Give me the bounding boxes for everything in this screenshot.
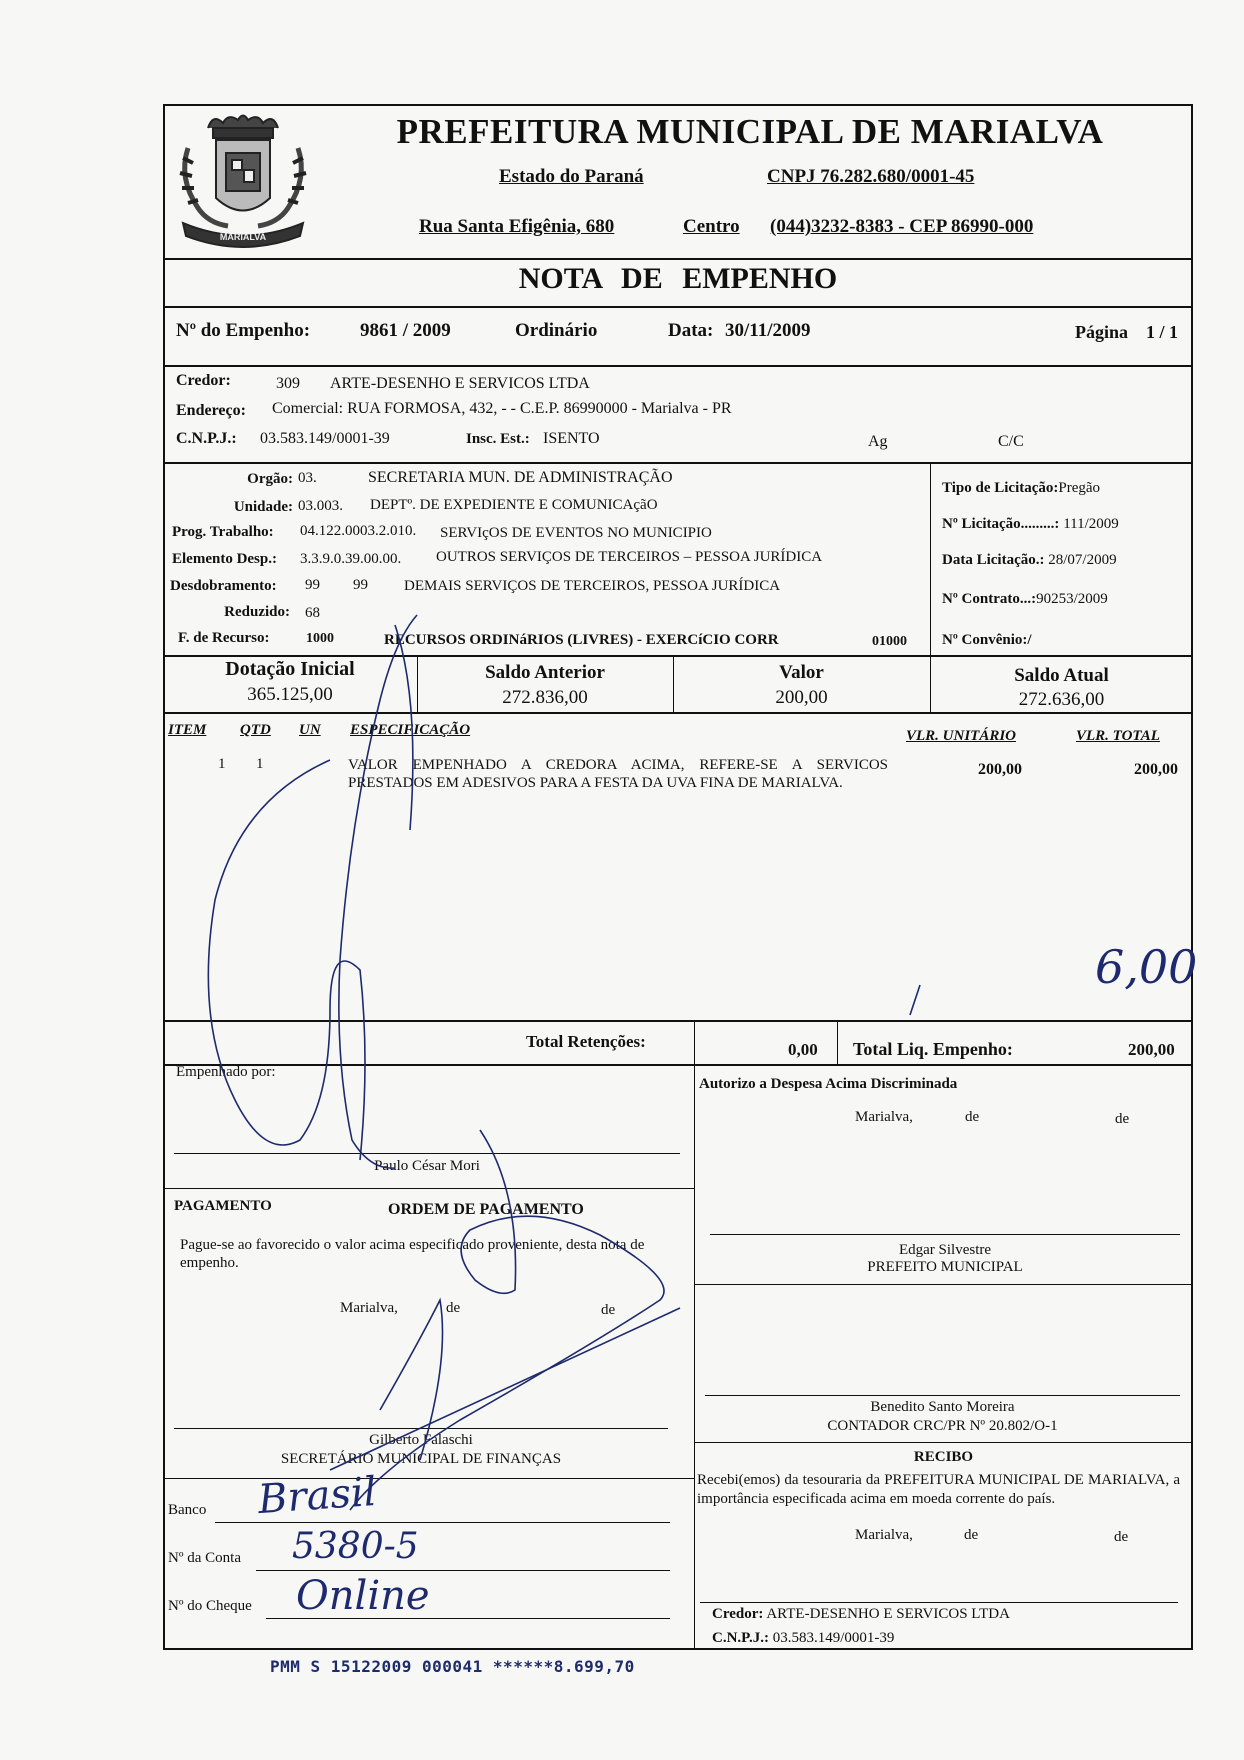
saldo-anterior-value: 272.836,00 — [502, 687, 588, 708]
phone-cep-header: (044)3232-8383 - CEP 86990-000 — [770, 216, 1034, 237]
prefeito-name: Edgar Silvestre — [898, 1242, 992, 1258]
recurso-code: 1000 — [306, 631, 334, 646]
licitacao-number-label: Nº Licitação.........: — [942, 516, 1060, 532]
licitacao-date-label: Data Licitação.: — [942, 552, 1045, 568]
elemento-code: 3.3.9.0.39.00.00. — [300, 551, 402, 567]
unidade-name: DEPTº. DE EXPEDIENTE E COMUNICAçãO — [370, 497, 658, 513]
col-header-qtd: QTD — [240, 722, 271, 738]
insc-label: Insc. Est.: — [466, 431, 530, 447]
empenho-label: Nº do Empenho: — [176, 320, 311, 341]
empenho-date: 30/11/2009 — [725, 320, 811, 341]
prog-code: 04.122.0003.2.010. — [300, 523, 417, 539]
recurso-label: F. de Recurso: — [178, 630, 270, 646]
autorizo-de1: de — [965, 1109, 980, 1125]
page-number: 1 / 1 — [1146, 322, 1179, 342]
col-header-unit: VLR. UNITÁRIO — [906, 728, 1017, 744]
secretario-title: SECRETÁRIO MUNICIPAL DE FINANÇAS — [280, 1451, 562, 1467]
recibo-label: RECIBO — [913, 1449, 974, 1465]
empenhado-label: Empenhado por: — [176, 1064, 276, 1080]
empenho-type: Ordinário — [515, 320, 598, 341]
desdobramento-name: DEMAIS SERVIÇOS DE TERCEIROS, PESSOA JURÍDICA — [404, 578, 781, 594]
payment-stamp: PMM S 15122009 000041 ******8.699,70 — [270, 1657, 635, 1676]
tipo-licitacao-label: Tipo de Licitação: — [942, 480, 1059, 496]
reduzido-value: 68 — [305, 605, 320, 621]
col-header-total: VLR. TOTAL — [1076, 728, 1160, 744]
signature-stroke — [208, 760, 365, 1160]
saldo-atual-value: 272.636,00 — [1018, 689, 1105, 710]
cheque-handwritten: Online — [296, 1573, 430, 1619]
tipo-licitacao-value: Pregão — [1058, 480, 1101, 496]
credor-insc: ISENTO — [543, 430, 600, 447]
elemento-name: OUTROS SERVIÇOS DE TERCEIROS – PESSOA JURÍDICA — [436, 549, 823, 565]
credor-code: 309 — [276, 375, 300, 392]
address-header: Rua Santa Efigênia, 680 — [419, 216, 615, 237]
prog-label: Prog. Trabalho: — [172, 524, 274, 540]
elemento-label: Elemento Desp.: — [172, 551, 277, 567]
autorizo-de2: de — [1115, 1111, 1130, 1127]
autorizo-label: Autorizo a Despesa Acima Discriminada — [699, 1076, 958, 1092]
ag-label: Ag — [868, 433, 888, 450]
recibo-cnpj-label: C.N.P.J.: — [712, 1630, 769, 1646]
signature-stroke — [910, 985, 920, 1015]
empenho-date-label: Data: — [668, 320, 714, 341]
dotacao-value: 365.125,00 — [247, 684, 333, 705]
empenhado-signer: Paulo César Mori — [374, 1158, 480, 1174]
empenho-number: 9861 / 2009 — [360, 320, 451, 341]
credor-label: Credor: — [176, 372, 231, 389]
retencoes-label: Total Retenções: — [526, 1032, 646, 1051]
cnpj-label: C.N.P.J.: — [176, 430, 237, 447]
contrato-value: 90253/2009 — [1036, 591, 1108, 607]
contador-name: Benedito Santo Moreira — [870, 1399, 1015, 1415]
credor-cnpj: 03.583.149/0001-39 — [260, 430, 390, 447]
signature-stroke — [380, 1300, 443, 1460]
crest-text: MARIALVA — [219, 232, 267, 242]
autorizo-place: Marialva, — [855, 1109, 913, 1125]
recibo-cnpj-value: 03.583.149/0001-39 — [772, 1630, 895, 1646]
ordem-pagamento: ORDEM DE PAGAMENTO — [388, 1201, 584, 1218]
pagamento-de1: de — [446, 1300, 461, 1316]
orgao-code: 03. — [298, 470, 317, 486]
col-header-item: ITEM — [168, 722, 207, 738]
credor-name: ARTE-DESENHO E SERVICOS LTDA — [330, 375, 590, 392]
recurso-name: RECURSOS ORDINáRIOS (LIVRES) - EXERCíCIO CORR — [384, 632, 779, 648]
convenio-label: Nº Convênio:/ — [942, 632, 1032, 648]
dotacao-label: Dotação Inicial — [225, 658, 355, 680]
item-unit-value: 200,00 — [978, 761, 1022, 778]
recibo-credor-label: Credor: — [712, 1606, 764, 1622]
pagamento-text: Pague-se ao favorecido o valor acima especificado proveniente, desta nota de empenho. — [180, 1237, 645, 1271]
signature-stroke — [339, 615, 417, 1168]
signature-stroke — [330, 1308, 680, 1470]
item-qtd: 1 — [256, 756, 264, 772]
licitacao-date-value: 28/07/2009 — [1048, 552, 1117, 568]
prefeito-title: PREFEITO MUNICIPAL — [867, 1259, 1023, 1275]
desdobramento-code2: 99 — [353, 577, 368, 593]
valor-label: Valor — [779, 662, 824, 683]
endereco-label: Endereço: — [176, 402, 246, 419]
item-number: 1 — [218, 756, 226, 772]
cc-label: C/C — [998, 433, 1024, 450]
desdobramento-label: Desdobramento: — [170, 578, 277, 594]
orgao-name: SECRETARIA MUN. DE ADMINISTRAÇÃO — [368, 469, 673, 486]
unidade-label: Unidade: — [233, 499, 293, 515]
conta-handwritten: 5380-5 — [292, 1526, 419, 1567]
conta-label: Nº da Conta — [168, 1550, 241, 1566]
valor-value: 200,00 — [775, 687, 828, 708]
recibo-place: Marialva, — [855, 1527, 913, 1543]
recibo-de2: de — [1114, 1529, 1129, 1545]
licitacao-number-value: 111/2009 — [1063, 516, 1119, 532]
state-label: Estado do Paraná — [499, 166, 644, 187]
secretario-name: Gilberto Falaschi — [369, 1432, 473, 1448]
saldo-anterior-label: Saldo Anterior — [485, 662, 605, 683]
banco-label: Banco — [168, 1502, 207, 1518]
recibo-text: Recebi(emos) da tesouraria da PREFEITURA MUNICIPAL DE MARIALVA, a importância especificada acima em moeda corrente do país. — [697, 1472, 1180, 1507]
prog-name: SERVIçOS DE EVENTOS NO MUNICIPIO — [440, 525, 712, 541]
saldo-atual-label: Saldo Atual — [1014, 665, 1109, 686]
reduzido-label: Reduzido: — [224, 604, 290, 620]
cheque-label: Nº do Cheque — [168, 1598, 252, 1614]
signature-stroke — [350, 1130, 664, 1510]
col-header-un: UN — [299, 722, 321, 738]
page-title: PREFEITURA MUNICIPAL DE MARIALVA — [396, 112, 1104, 151]
credor-address: Comercial: RUA FORMOSA, 432, - - C.E.P. 86990000 - Marialva - PR — [272, 400, 732, 417]
pagamento-label: PAGAMENTO — [174, 1198, 272, 1214]
contrato-label: Nº Contrato...: — [942, 591, 1037, 607]
handwritten-note: 6,00 — [1095, 940, 1198, 994]
unidade-code: 03.003. — [298, 498, 343, 514]
pagamento-place: Marialva, — [340, 1300, 398, 1316]
banco-handwritten: Brasil — [256, 1468, 378, 1524]
retencoes-value: 0,00 — [788, 1040, 818, 1059]
recurso-code2: 01000 — [872, 634, 907, 649]
item-total-value: 200,00 — [1134, 761, 1178, 778]
district-header: Centro — [683, 216, 740, 237]
page-label: Página — [1075, 322, 1129, 342]
cnpj-header: CNPJ 76.282.680/0001-45 — [767, 166, 975, 187]
signature-stroke — [395, 625, 413, 830]
recibo-credor-name: ARTE-DESENHO E SERVICOS LTDA — [766, 1606, 1010, 1622]
pagamento-de2: de — [601, 1302, 616, 1318]
recibo-de1: de — [964, 1527, 979, 1543]
contador-title: CONTADOR CRC/PR Nº 20.802/O-1 — [827, 1418, 1058, 1434]
desdobramento-code1: 99 — [305, 577, 320, 593]
orgao-label: Orgão: — [247, 471, 293, 487]
liquido-label: Total Liq. Empenho: — [853, 1039, 1013, 1059]
item-description: VALOR EMPENHADO A CREDORA ACIMA, REFERE-SE A SERVICOS PRESTADOS EM ADESIVOS PARA A FESTA DA UVA FINA DE MARIALVA. — [348, 757, 888, 791]
col-header-spec: ESPECIFICAÇÃO — [350, 722, 471, 738]
liquido-value: 200,00 — [1128, 1040, 1175, 1059]
doc-title: NOTA DE EMPENHO — [518, 262, 838, 295]
